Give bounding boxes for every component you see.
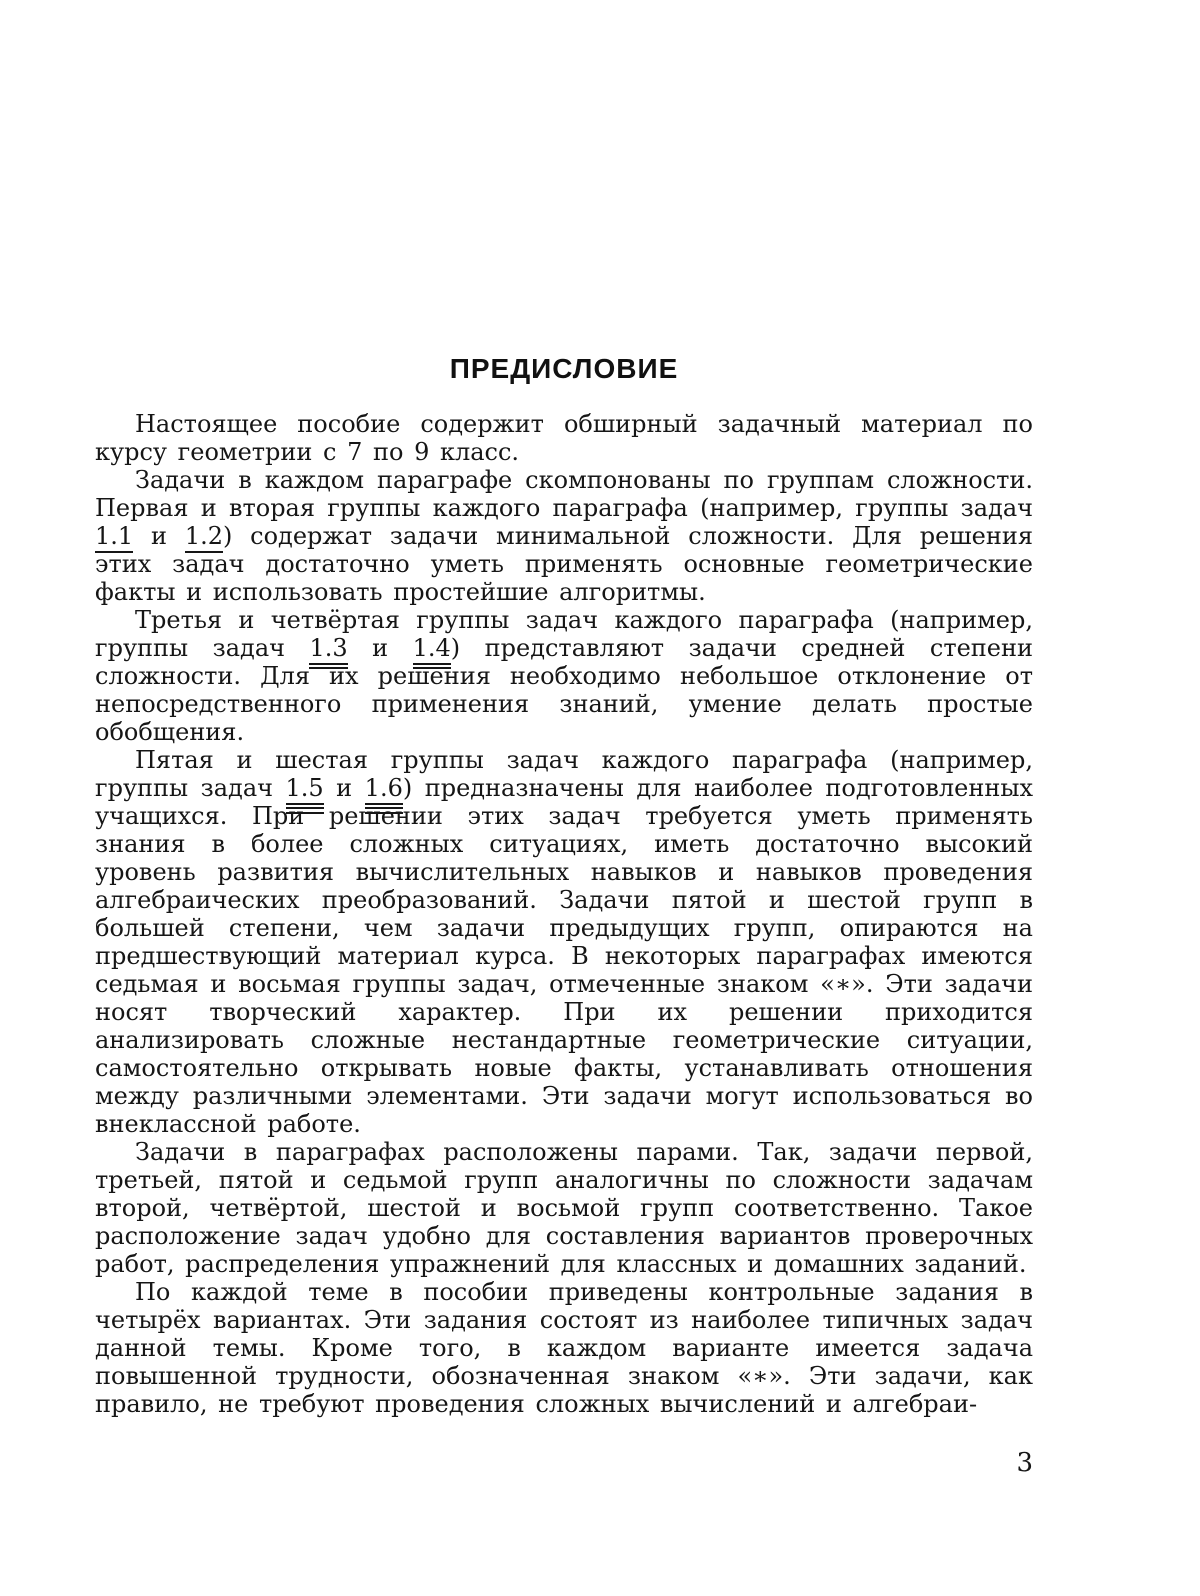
task-group-number: 1.3 [309,634,347,665]
task-group-number: 1.5 [286,774,324,805]
preface-text [95,410,1033,1418]
task-group-number: 1.2 [185,522,223,553]
paragraph: Настоящее пособие содержит обширный задачный материал по курсу геометрии с 7 по 9 класс. [95,410,1033,466]
page-title: ПРЕДИСЛОВИЕ [449,353,679,384]
task-group-number: 1.4 [413,634,451,665]
task-group-number: 1.6 [365,774,403,805]
paragraph: Пятая и шестая группы задач каждого параграфа (например, группы задач 1.5 и 1.6) предназначены для наиболее подготовленных учащихся. При решении этих задач требуется уметь применять знания в более сложных ситуациях, иметь достаточно высокий уровень развития вычислительных навыков и навыков проведения алгебраических преобразований. Задачи пятой и шестой групп в большей степени, чем задачи предыдущих групп, опираются на предшествующий материал курса. В некоторых параграфах имеются седьмая и восьмая группы задач, отмеченные знаком «∗». Эти задачи носят творческий характер. При их решении приходится анализировать сложные нестандартные геометрические ситуации, самостоятельно открывать новые факты, устанавливать отношения между различными элементами. Эти задачи могут использоваться во внеклассной работе. [95,746,1033,1138]
paragraph: По каждой теме в пособии приведены контрольные задания в четырёх вариантах. Эти задания состоят из наиболее типичных задач данной темы. Кроме того, в каждом варианте имеется задача повышенной трудности, обозначенная знаком «∗». Эти задачи, как правило, не требуют проведения сложных вычислений и алгебраи- [95,1278,1033,1418]
page-number: 3 [1016,1448,1033,1478]
task-group-number: 1.1 [95,522,133,553]
paragraph: Задачи в каждом параграфе скомпонованы по группам сложности. Первая и вторая группы каждого параграфа (например, группы задач 1.1 и 1.2) содержат задачи минимальной сложности. Для решения этих задач достаточно уметь применять основные геометрические факты и использовать простейшие алгоритмы. [95,466,1033,606]
paragraph: Третья и четвёртая группы задач каждого параграфа (например, группы задач 1.3 и 1.4) представляют задачи средней степени сложности. Для их решения необходимо небольшое отклонение от непосредственного применения знаний, умение делать простые обобщения. [95,606,1033,746]
paragraph: Задачи в параграфах расположены парами. Так, задачи первой, третьей, пятой и седьмой групп аналогичны по сложности задачам второй, четвёртой, шестой и восьмой групп соответственно. Такое расположение задач удобно для составления вариантов проверочных работ, распределения упражнений для классных и домашних заданий. [95,1138,1033,1278]
